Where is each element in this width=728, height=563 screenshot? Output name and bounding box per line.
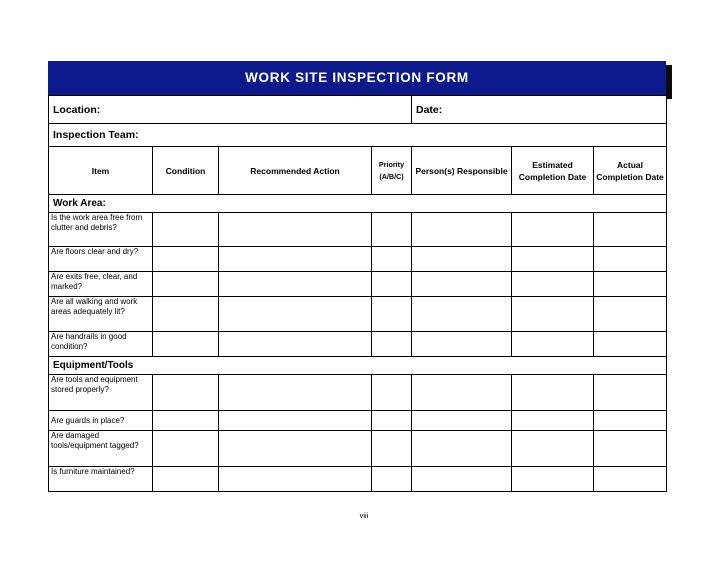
location-label: Location: <box>53 103 101 116</box>
col-header-condition: Condition <box>153 147 219 195</box>
table-row <box>49 375 667 411</box>
condition-cell[interactable] <box>153 332 219 357</box>
actual-date-cell[interactable] <box>594 467 667 492</box>
form-title-banner <box>48 61 666 95</box>
condition-cell[interactable] <box>153 411 219 431</box>
persons-responsible-cell[interactable] <box>412 467 512 492</box>
persons-responsible-cell[interactable] <box>412 431 512 467</box>
recommended-action-cell[interactable] <box>219 272 372 297</box>
estimated-date-cell[interactable] <box>512 272 594 297</box>
priority-cell[interactable] <box>372 297 412 332</box>
priority-cell[interactable] <box>372 431 412 467</box>
persons-responsible-cell[interactable] <box>412 297 512 332</box>
question-cell: Is the work area free from clutter and debris? <box>49 213 153 247</box>
section-title: Work Area: <box>49 195 667 213</box>
question-cell: Are guards in place? <box>49 411 153 431</box>
recommended-action-cell[interactable] <box>219 297 372 332</box>
persons-responsible-cell[interactable] <box>412 247 512 272</box>
question-cell: Is furniture maintained? <box>49 467 153 492</box>
table-row <box>49 272 667 297</box>
persons-responsible-cell[interactable] <box>412 213 512 247</box>
priority-cell[interactable] <box>372 375 412 411</box>
table-row <box>49 467 667 492</box>
condition-cell[interactable] <box>153 247 219 272</box>
table-row <box>49 297 667 332</box>
col-header-actual-completion-date: Actual Completion Date <box>594 147 667 195</box>
question-cell: Are exits free, clear, and marked? <box>49 272 153 297</box>
estimated-date-cell[interactable] <box>512 375 594 411</box>
inspection-team-label: Inspection Team: <box>53 129 139 141</box>
condition-cell[interactable] <box>153 467 219 492</box>
table-row <box>49 332 667 357</box>
column-header-row <box>49 147 667 195</box>
recommended-action-cell[interactable] <box>219 332 372 357</box>
col-header-estimated-completion-date: Estimated Completion Date <box>512 147 594 195</box>
actual-date-cell[interactable] <box>594 297 667 332</box>
date-label: Date: <box>416 103 443 116</box>
inspection-form <box>48 61 666 492</box>
col-header-priority: Priority (A/B/C) <box>372 147 412 195</box>
section-header-row <box>49 357 667 375</box>
question-cell: Are handrails in good condition? <box>49 332 153 357</box>
priority-cell[interactable] <box>372 411 412 431</box>
col-header-persons-responsible: Person(s) Responsible <box>412 147 512 195</box>
condition-cell[interactable] <box>153 272 219 297</box>
recommended-action-cell[interactable] <box>219 431 372 467</box>
estimated-date-cell[interactable] <box>512 213 594 247</box>
actual-date-cell[interactable] <box>594 272 667 297</box>
persons-responsible-cell[interactable] <box>412 332 512 357</box>
table-row <box>49 213 667 247</box>
condition-cell[interactable] <box>153 297 219 332</box>
recommended-action-cell[interactable] <box>219 247 372 272</box>
estimated-date-cell[interactable] <box>512 247 594 272</box>
estimated-date-cell[interactable] <box>512 297 594 332</box>
recommended-action-cell[interactable] <box>219 467 372 492</box>
condition-cell[interactable] <box>153 375 219 411</box>
actual-date-cell[interactable] <box>594 411 667 431</box>
recommended-action-cell[interactable] <box>219 213 372 247</box>
actual-date-cell[interactable] <box>594 375 667 411</box>
banner-shadow <box>666 65 672 99</box>
date-field[interactable] <box>412 96 667 124</box>
location-date-row <box>49 96 667 124</box>
estimated-date-cell[interactable] <box>512 431 594 467</box>
actual-date-cell[interactable] <box>594 247 667 272</box>
page-number: viii <box>359 511 369 520</box>
inspection-team-row <box>49 124 667 147</box>
actual-date-cell[interactable] <box>594 431 667 467</box>
col-header-recommended-action: Recommended Action <box>219 147 372 195</box>
table-row <box>49 411 667 431</box>
question-cell: Are floors clear and dry? <box>49 247 153 272</box>
priority-cell[interactable] <box>372 272 412 297</box>
priority-cell[interactable] <box>372 467 412 492</box>
persons-responsible-cell[interactable] <box>412 375 512 411</box>
persons-responsible-cell[interactable] <box>412 411 512 431</box>
estimated-date-cell[interactable] <box>512 467 594 492</box>
recommended-action-cell[interactable] <box>219 411 372 431</box>
priority-cell[interactable] <box>372 247 412 272</box>
recommended-action-cell[interactable] <box>219 375 372 411</box>
priority-cell[interactable] <box>372 332 412 357</box>
table-row <box>49 247 667 272</box>
col-header-item: Item <box>49 147 153 195</box>
priority-cell[interactable] <box>372 213 412 247</box>
persons-responsible-cell[interactable] <box>412 272 512 297</box>
question-cell: Are damaged tools/equipment tagged? <box>49 431 153 467</box>
actual-date-cell[interactable] <box>594 332 667 357</box>
question-cell: Are tools and equipment stored properly? <box>49 375 153 411</box>
condition-cell[interactable] <box>153 431 219 467</box>
condition-cell[interactable] <box>153 213 219 247</box>
inspection-table <box>48 95 667 492</box>
form-title: WORK SITE INSPECTION FORM <box>245 70 469 85</box>
question-cell: Are all walking and work areas adequately lit? <box>49 297 153 332</box>
estimated-date-cell[interactable] <box>512 411 594 431</box>
section-header-row <box>49 195 667 213</box>
table-row <box>49 431 667 467</box>
section-title: Equipment/Tools <box>49 357 667 375</box>
actual-date-cell[interactable] <box>594 213 667 247</box>
inspection-team-field[interactable] <box>49 124 667 147</box>
estimated-date-cell[interactable] <box>512 332 594 357</box>
location-field[interactable] <box>49 96 412 124</box>
